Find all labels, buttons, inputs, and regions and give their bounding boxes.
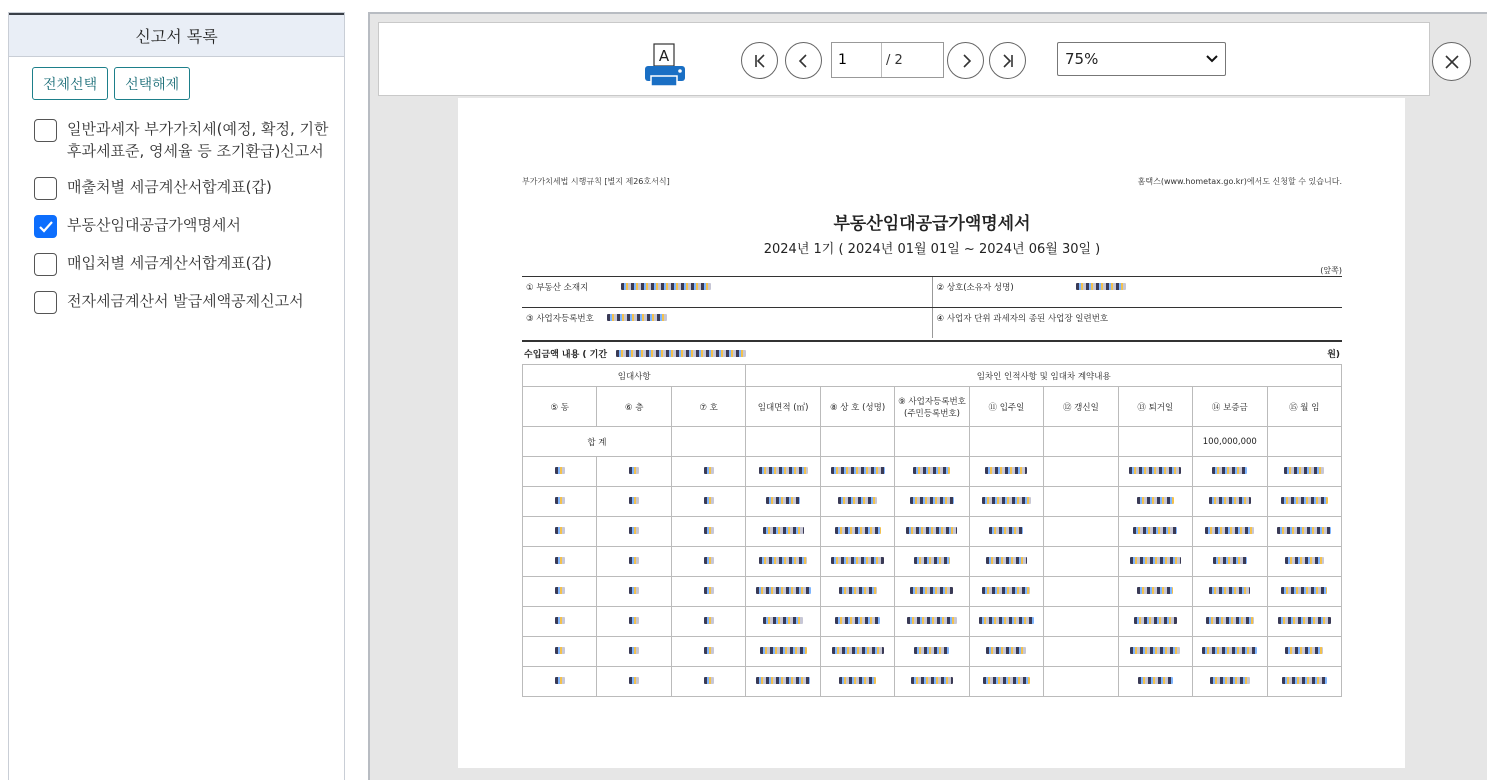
redacted-cell <box>895 517 969 547</box>
redacted-cell <box>895 547 969 577</box>
panel-title: 신고서 목록 <box>9 13 344 57</box>
redacted-cell <box>1193 487 1267 517</box>
redacted-cell <box>1267 637 1341 667</box>
redacted-cell <box>671 547 745 577</box>
redacted-cell <box>1267 487 1341 517</box>
page-side-label: (앞쪽) <box>1320 266 1342 275</box>
checkbox[interactable] <box>34 177 57 200</box>
redacted-cell <box>895 457 969 487</box>
redacted-cell <box>597 667 671 697</box>
chevron-left-icon <box>796 53 812 69</box>
checklist-item-label: 매입처별 세금계산서합계표(갑) <box>67 254 272 272</box>
redacted-cell <box>746 487 820 517</box>
zoom-value: 75% <box>1065 50 1099 68</box>
redacted-cell <box>597 517 671 547</box>
redacted-cell <box>523 607 597 637</box>
redacted-cell <box>1118 637 1192 667</box>
redacted-cell <box>1118 547 1192 577</box>
redacted-cell <box>969 457 1043 487</box>
viewer-toolbar <box>378 22 1430 96</box>
hometax-note: 홈택스(www.hometax.go.kr)에서도 신청할 수 있습니다. <box>1137 177 1342 186</box>
redacted-cell <box>597 487 671 517</box>
redacted-cell <box>1118 517 1192 547</box>
redacted-cell <box>1193 577 1267 607</box>
redacted-cell <box>597 457 671 487</box>
report-list-panel <box>8 12 345 780</box>
report-checklist <box>9 100 344 314</box>
redacted-cell <box>746 517 820 547</box>
column-header: ⑧ 상 호 (성명) <box>820 387 894 427</box>
printer-icon <box>643 43 687 89</box>
document-page <box>458 98 1405 768</box>
document-viewer <box>368 12 1487 780</box>
redacted-cell <box>1118 457 1192 487</box>
redacted-cell <box>1044 547 1118 577</box>
field-label-location: ① 부동산 소재지 <box>526 283 589 293</box>
group-header: 임차인 인적사항 및 임대차 계약내용 <box>746 365 1342 387</box>
checkbox[interactable] <box>34 291 57 314</box>
income-unit: 원) <box>1327 350 1340 360</box>
form-field <box>932 277 1343 307</box>
redacted-cell <box>671 487 745 517</box>
redacted-cell <box>1044 487 1118 517</box>
redacted-cell <box>969 517 1043 547</box>
redacted-cell <box>523 637 597 667</box>
redacted-cell <box>820 547 894 577</box>
report-checklist-item[interactable] <box>34 214 332 238</box>
print-button[interactable] <box>643 43 687 89</box>
checkbox[interactable] <box>34 253 57 276</box>
field-label-branch: ④ 사업자 단위 과세자의 종된 사업장 일련번호 <box>936 314 1109 324</box>
table-row <box>523 667 1342 697</box>
deselect-all-button[interactable]: 선택해제 <box>114 67 190 100</box>
redacted-cell <box>1193 607 1267 637</box>
redacted-cell <box>523 547 597 577</box>
redacted-cell <box>523 517 597 547</box>
redacted-cell <box>1044 517 1118 547</box>
redacted-cell <box>1267 517 1341 547</box>
redacted-cell <box>1044 667 1118 697</box>
redacted-cell <box>1118 487 1192 517</box>
column-header: 임대면적 (㎡) <box>746 387 820 427</box>
redacted-cell <box>820 517 894 547</box>
column-header: ⑬ 퇴거일 <box>1118 387 1192 427</box>
redacted-cell <box>969 577 1043 607</box>
redacted-cell <box>969 487 1043 517</box>
total-label: 합 계 <box>523 427 672 457</box>
redacted-cell <box>820 607 894 637</box>
chevron-right-icon <box>958 53 974 69</box>
table-row <box>523 547 1342 577</box>
redacted-cell <box>746 547 820 577</box>
redacted-cell <box>1118 577 1192 607</box>
rental-statement-form <box>522 176 1342 697</box>
column-header: ⑦ 호 <box>671 387 745 427</box>
redacted-cell <box>1267 577 1341 607</box>
total-row <box>523 427 1342 457</box>
redacted-cell <box>1193 547 1267 577</box>
table-row <box>523 637 1342 667</box>
report-checklist-item[interactable] <box>34 118 332 162</box>
svg-text:A: A <box>658 47 670 65</box>
last-page-icon <box>1000 53 1016 69</box>
redacted-cell <box>523 487 597 517</box>
redacted-cell <box>969 667 1043 697</box>
chevron-down-icon <box>1206 54 1218 64</box>
form-row <box>522 307 1342 338</box>
redacted-cell <box>1267 667 1341 697</box>
redacted-cell <box>969 607 1043 637</box>
redacted-cell <box>597 637 671 667</box>
redacted-cell <box>1118 607 1192 637</box>
column-header: ⑮ 월 임 <box>1267 387 1341 427</box>
select-all-button[interactable]: 전체선택 <box>32 67 108 100</box>
form-field <box>522 277 932 307</box>
redacted-value <box>607 314 667 321</box>
column-header: ⑥ 층 <box>597 387 671 427</box>
redacted-cell <box>671 457 745 487</box>
redacted-cell <box>1193 517 1267 547</box>
redacted-cell <box>746 637 820 667</box>
redacted-cell <box>1267 607 1341 637</box>
report-checklist-item[interactable] <box>34 290 332 314</box>
checkbox[interactable] <box>34 119 57 142</box>
redacted-cell <box>1267 457 1341 487</box>
table-row <box>523 457 1342 487</box>
form-field <box>522 308 932 338</box>
selection-button-row <box>9 57 344 100</box>
redacted-cell <box>523 457 597 487</box>
group-header: 임대사항 <box>523 365 746 387</box>
close-icon <box>1444 54 1460 70</box>
report-checklist-item[interactable] <box>34 252 332 276</box>
redacted-cell <box>895 637 969 667</box>
form-field <box>932 308 1343 338</box>
table-row <box>523 487 1342 517</box>
page-number-input[interactable] <box>832 43 882 77</box>
redacted-cell <box>523 577 597 607</box>
column-header: ⑤ 동 <box>523 387 597 427</box>
redacted-cell <box>746 607 820 637</box>
column-header: ⑨ 사업자등록번호 (주민등록번호) <box>895 387 969 427</box>
redacted-value <box>1076 283 1126 290</box>
redacted-cell <box>746 667 820 697</box>
redacted-cell <box>1118 667 1192 697</box>
form-reference: 부가가치세법 시행규칙 [별지 제26호서식] <box>522 177 670 186</box>
last-page-button[interactable] <box>989 42 1026 79</box>
redacted-cell <box>1193 457 1267 487</box>
field-label-bizno: ③ 사업자등록번호 <box>526 314 594 324</box>
prev-page-button[interactable] <box>785 42 822 79</box>
report-checklist-item[interactable] <box>34 176 332 200</box>
redacted-cell <box>820 487 894 517</box>
form-row <box>522 276 1342 307</box>
income-section-label: 수입금액 내용 ( 기간 <box>524 350 608 360</box>
redacted-cell <box>820 637 894 667</box>
form-title: 부동산임대공급가액명세서 <box>833 214 1031 234</box>
checklist-item-label: 전자세금계산서 발급세액공제신고서 <box>67 292 304 310</box>
redacted-cell <box>597 547 671 577</box>
redacted-cell <box>597 577 671 607</box>
redacted-value <box>621 283 711 290</box>
redacted-cell <box>671 517 745 547</box>
redacted-cell <box>671 637 745 667</box>
column-header: ⑭ 보증금 <box>1193 387 1267 427</box>
redacted-cell <box>746 577 820 607</box>
first-page-icon <box>752 53 768 69</box>
zoom-select[interactable] <box>1057 42 1226 76</box>
redacted-cell <box>895 487 969 517</box>
close-viewer-button[interactable] <box>1432 42 1471 81</box>
redacted-cell <box>671 667 745 697</box>
redacted-cell <box>969 637 1043 667</box>
checklist-item-label: 부동산임대공급가액명세서 <box>67 216 241 234</box>
redacted-value <box>616 350 746 357</box>
redacted-cell <box>1267 547 1341 577</box>
redacted-cell <box>671 607 745 637</box>
redacted-cell <box>1044 577 1118 607</box>
column-header: ⑪ 입주일 <box>969 387 1043 427</box>
first-page-button[interactable] <box>741 42 778 79</box>
checklist-item-label: 매출처별 세금계산서합계표(갑) <box>67 178 272 196</box>
checkmark-icon <box>38 220 54 234</box>
redacted-cell <box>820 667 894 697</box>
redacted-cell <box>597 607 671 637</box>
redacted-cell <box>523 667 597 697</box>
table-row <box>523 517 1342 547</box>
table-row <box>523 607 1342 637</box>
redacted-cell <box>746 457 820 487</box>
page-indicator <box>831 42 944 78</box>
page-total-label: / 2 <box>886 52 903 68</box>
checklist-item-label: 일반과세자 부가가치세(예정, 확정, 기한후과세표준, 영세율 등 조기환급)신고서 <box>67 120 329 160</box>
redacted-cell <box>895 667 969 697</box>
redacted-cell <box>1044 637 1118 667</box>
redacted-cell <box>1044 607 1118 637</box>
total-deposit: 100,000,000 <box>1193 427 1267 457</box>
redacted-cell <box>820 577 894 607</box>
next-page-button[interactable] <box>947 42 984 79</box>
redacted-cell <box>895 607 969 637</box>
table-row <box>523 577 1342 607</box>
income-section-header <box>522 340 1342 364</box>
tax-period: 2024년 1기 ( 2024년 01월 01일 ~ 2024년 06월 30일 ) <box>763 242 1101 257</box>
redacted-cell <box>969 547 1043 577</box>
redacted-cell <box>1193 667 1267 697</box>
redacted-cell <box>1193 637 1267 667</box>
checkbox[interactable] <box>34 215 57 238</box>
redacted-cell <box>671 577 745 607</box>
redacted-cell <box>820 457 894 487</box>
redacted-cell <box>895 577 969 607</box>
lease-table <box>522 364 1342 697</box>
redacted-cell <box>1044 457 1118 487</box>
field-label-owner: ② 상호(소유자 성명) <box>936 283 1014 293</box>
column-header: ⑫ 갱신일 <box>1044 387 1118 427</box>
